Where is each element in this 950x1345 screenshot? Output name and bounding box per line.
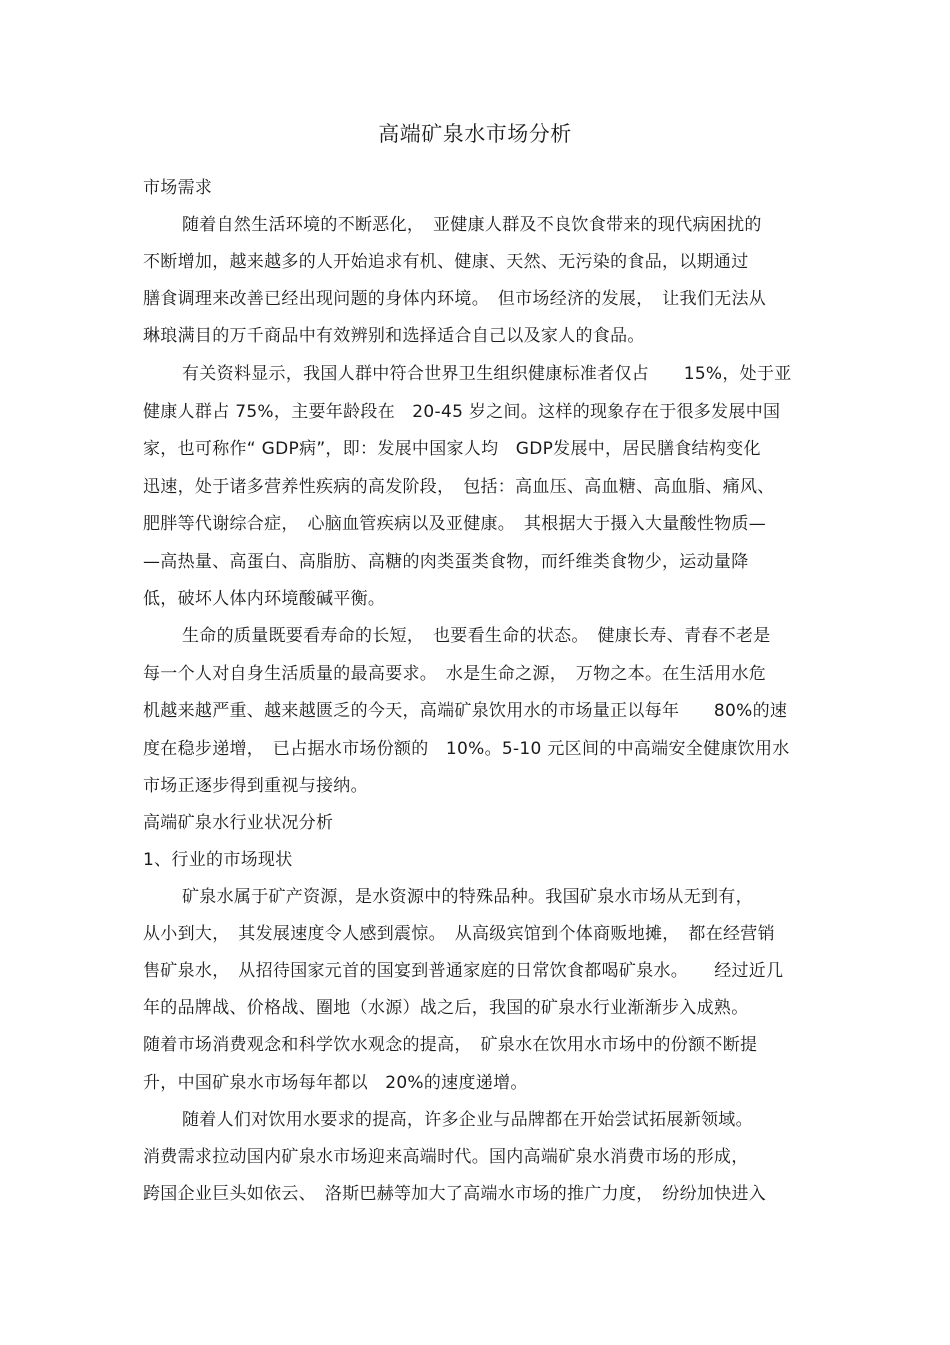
paragraph-line: 机越来越严重、越来越匮乏的今天，高端矿泉饮用水的市场量正以每年 80%的速 [143,701,788,721]
paragraph-line: 售矿泉水， 从招待国家元首的国宴到普通家庭的日常饮食都喝矿泉水。 经过近几 [143,961,784,981]
paragraph-line: 随着人们对饮用水要求的提高，许多企业与品牌都在开始尝试拓展新领域。 [182,1110,753,1130]
paragraph-line: 家，也可称作“ GDP病”，即：发展中国家人均 GDP发展中，居民膳食结构变化 [143,439,761,459]
section-heading-industry-analysis: 高端矿泉水行业状况分析 [143,813,334,833]
paragraph-line: 度在稳步递增， 已占据水市场份额的 10%。5-10 元区间的中高端安全健康饮用水 [143,739,790,759]
paragraph-line: 升，中国矿泉水市场每年都以 20%的速度递增。 [143,1073,528,1093]
paragraph-line: 膳食调理来改善已经出现问题的身体内环境。 但市场经济的发展， 让我们无法从 [143,289,767,309]
paragraph-line: 有关资料显示，我国人群中符合世界卫生组织健康标准者仅占 15%，处于亚 [182,364,792,384]
paragraph-line: —高热量、高蛋白、高脂肪、高糖的肉类蛋类食物，而纤维类食物少，运动量降 [143,552,749,572]
document-title: 高端矿泉水市场分析 [378,122,572,146]
paragraph-line: 随着市场消费观念和科学饮水观念的提高， 矿泉水在饮用水市场中的份额不断提 [143,1035,758,1055]
section-heading-market-demand: 市场需求 [143,178,213,198]
paragraph-line: 矿泉水属于矿产资源，是水资源中的特殊品种。我国矿泉水市场从无到有， [182,887,753,907]
subsection-heading-market-status: 1、行业的市场现状 [143,850,293,870]
paragraph-line: 从小到大， 其发展速度令人感到震惊。 从高级宾馆到个体商贩地摊， 都在经营销 [143,924,775,944]
paragraph-line: 迅速，处于诸多营养性疾病的高发阶段， 包括：高血压、高血糖、高血脂、痛风、 [143,477,775,497]
paragraph-line: 跨国企业巨头如依云、 洛斯巴赫等加大了高端水市场的推广力度， 纷纷加快进入 [143,1184,767,1204]
paragraph-line: 低，破坏人体内环境酸碱平衡。 [143,589,386,609]
paragraph-line: 琳琅满目的万千商品中有效辨别和选择适合自己以及家人的食品。 [143,326,645,346]
paragraph-line: 每一个人对自身生活质量的最高要求。 水是生命之源， 万物之本。在生活用水危 [143,664,767,684]
paragraph-line: 肥胖等代谢综合症， 心脑血管疾病以及亚健康。 其根据大于摄入大量酸性物质— [143,514,767,534]
paragraph-line: 年的品牌战、价格战、圈地（水源）战之后，我国的矿泉水行业渐渐步入成熟。 [143,998,749,1018]
paragraph-line: 消费需求拉动国内矿泉水市场迎来高端时代。国内高端矿泉水消费市场的形成， [143,1147,749,1167]
paragraph-line: 随着自然生活环境的不断恶化， 亚健康人群及不良饮食带来的现代病困扰的 [182,215,762,235]
paragraph-line: 市场正逐步得到重视与接纳。 [143,776,368,796]
paragraph-line: 健康人群占 75%，主要年龄段在 20-45 岁之间。这样的现象存在于很多发展中国 [143,402,781,422]
paragraph-line: 不断增加，越来越多的人开始追求有机、健康、天然、无污染的食品，以期通过 [143,252,749,272]
paragraph-line: 生命的质量既要看寿命的长短， 也要看生命的状态。 健康长寿、青春不老是 [182,626,771,646]
